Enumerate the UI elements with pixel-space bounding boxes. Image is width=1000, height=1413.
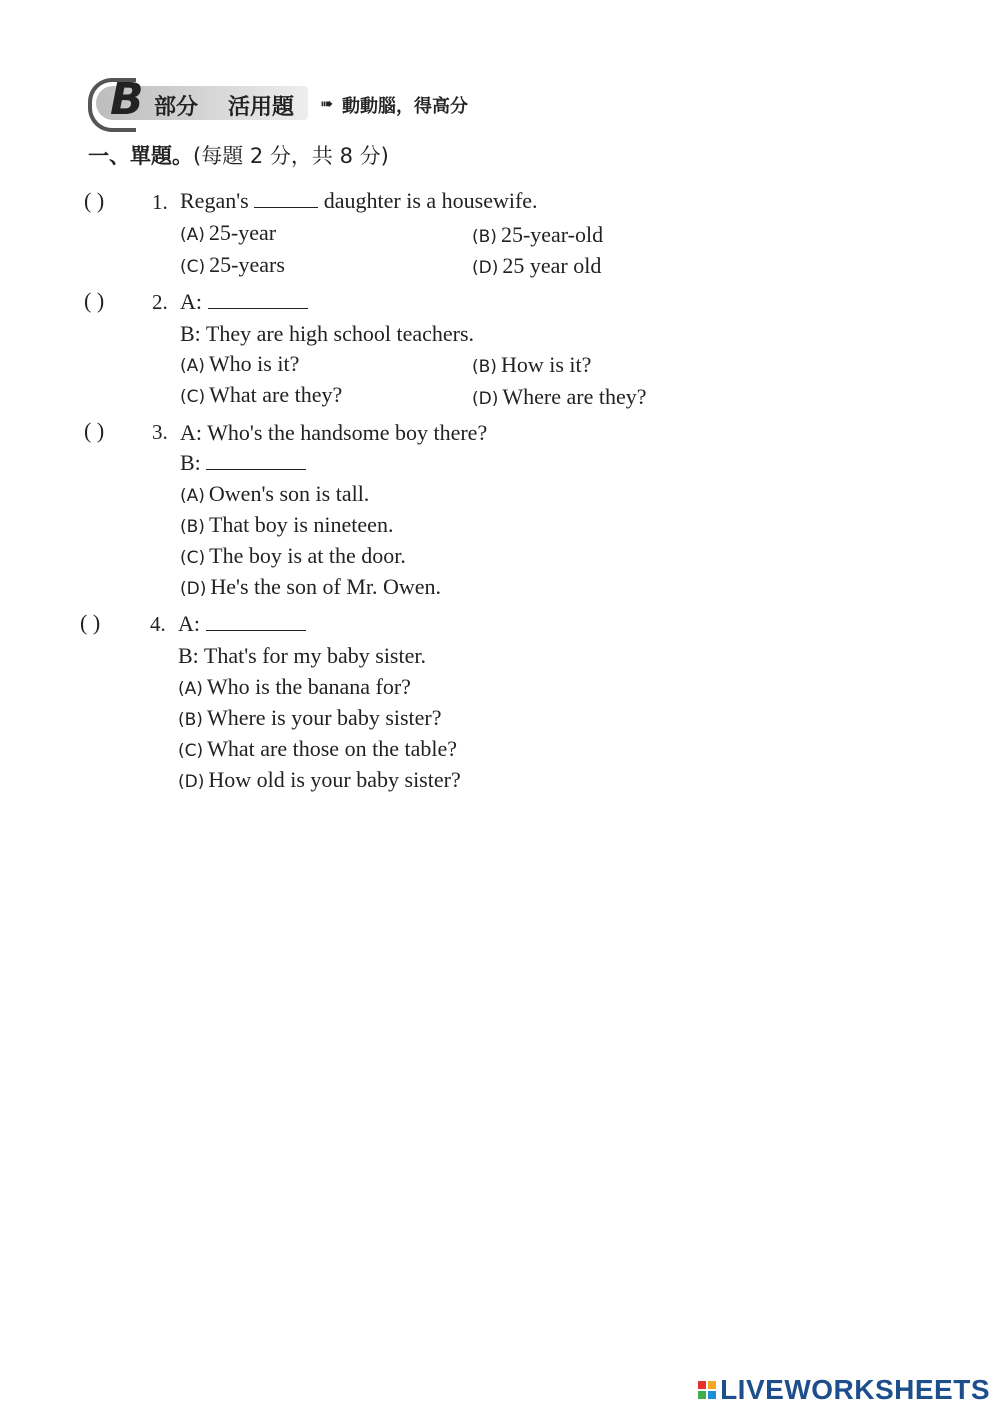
logo-cell (698, 1391, 706, 1399)
option-text: Owen's son is tall. (208, 481, 370, 506)
option-label: (D) (180, 579, 207, 599)
logo-cell (698, 1381, 706, 1389)
question-2-blank[interactable] (208, 290, 308, 309)
question-number-2: 2. (152, 290, 168, 314)
option-text: Who is it? (208, 351, 300, 376)
header-part-label: 部分 (154, 95, 199, 120)
question-2-speaker-a: A: (180, 289, 202, 314)
option-label: (D) (178, 772, 205, 792)
question-1-option-d[interactable] (472, 253, 601, 279)
option-text: What are those on the table? (207, 736, 457, 761)
header-part-letter: B (110, 74, 144, 125)
option-label: (B) (472, 227, 497, 247)
question-1-option-c[interactable] (180, 252, 285, 278)
question-4-option-d[interactable] (178, 767, 461, 793)
header-title: 活用題 (228, 95, 295, 120)
question-2-option-b[interactable] (472, 352, 591, 378)
question-2-option-c[interactable] (180, 382, 342, 408)
option-text: The boy is at the door. (209, 543, 406, 568)
question-2-line-a (180, 289, 308, 315)
section-title (88, 140, 389, 170)
question-number-4: 4. (150, 612, 166, 636)
option-text: Where are they? (502, 384, 647, 409)
option-label: (C) (180, 387, 206, 407)
question-1-stem-before: Regan's (180, 188, 249, 213)
question-3-line-b (180, 450, 306, 476)
option-label: (D) (472, 389, 499, 409)
question-2-line-b: B: They are high school teachers. (180, 321, 475, 346)
option-label: (C) (180, 548, 206, 568)
question-3-option-d[interactable] (180, 574, 441, 600)
section-header (88, 72, 508, 132)
section-title-label: 一、單題。 (88, 144, 193, 168)
option-text: 25-year-old (500, 222, 604, 247)
question-2-option-d[interactable] (472, 384, 646, 410)
question-4-option-b[interactable] (178, 705, 442, 731)
answer-paren-1[interactable]: ( ) (84, 188, 105, 213)
brand-name: LIVEWORKSHEETS (720, 1374, 990, 1405)
option-label: (B) (472, 357, 497, 377)
option-text: What are they? (209, 382, 343, 407)
answer-paren-2[interactable]: ( ) (84, 288, 105, 313)
question-4-speaker-a: A: (178, 611, 200, 636)
question-1-stem (180, 188, 538, 214)
option-text: 25-year (208, 220, 277, 245)
option-label: (A) (180, 486, 205, 506)
question-1-option-b[interactable] (472, 222, 603, 248)
section-scoring: (每題 2 分，共 8 分) (193, 144, 389, 168)
option-text: 25 year old (502, 253, 602, 278)
answer-paren-3[interactable]: ( ) (84, 418, 105, 443)
option-label: (B) (178, 710, 203, 730)
header-slogan: 動動腦，得高分 (342, 96, 468, 117)
question-1-stem-after: daughter is a housewife. (323, 188, 538, 213)
question-1-blank[interactable] (254, 189, 318, 208)
option-text: How is it? (500, 352, 592, 377)
question-4-option-a[interactable] (178, 674, 411, 700)
option-text: Where is your baby sister? (206, 705, 442, 730)
option-text: 25-years (209, 252, 285, 277)
answer-paren-4[interactable]: ( ) (80, 610, 101, 635)
question-1-option-a[interactable] (180, 220, 276, 246)
option-label: (D) (472, 258, 499, 278)
question-3-option-c[interactable] (180, 543, 406, 569)
question-4-line-a (178, 611, 306, 637)
option-label: (A) (180, 356, 205, 376)
question-3-speaker-b: B: (180, 450, 201, 475)
question-4-option-c[interactable] (178, 736, 457, 762)
question-number-3: 3. (152, 420, 168, 444)
option-label: (C) (180, 257, 206, 277)
option-text: Who is the banana for? (206, 674, 411, 699)
question-3-blank[interactable] (206, 451, 306, 470)
liveworksheets-branding (698, 1375, 990, 1405)
liveworksheets-logo-icon (698, 1381, 716, 1399)
question-4-blank[interactable] (206, 612, 306, 631)
option-label: (B) (180, 517, 205, 537)
logo-cell (708, 1391, 716, 1399)
option-text: How old is your baby sister? (208, 767, 461, 792)
question-3-line-a: A: Who's the handsome boy there? (180, 420, 488, 445)
logo-cell (708, 1381, 716, 1389)
option-label: (A) (180, 225, 205, 245)
question-number-1: 1. (152, 190, 168, 214)
option-label: (C) (178, 741, 204, 761)
question-3-option-a[interactable] (180, 481, 369, 507)
question-2-option-a[interactable] (180, 351, 299, 377)
question-4-line-b: B: That's for my baby sister. (178, 643, 426, 668)
option-label: (A) (178, 679, 203, 699)
option-text: That boy is nineteen. (208, 512, 394, 537)
option-text: He's the son of Mr. Owen. (210, 574, 442, 599)
question-3-option-b[interactable] (180, 512, 393, 538)
arrow-icon: ➠ (320, 94, 334, 113)
